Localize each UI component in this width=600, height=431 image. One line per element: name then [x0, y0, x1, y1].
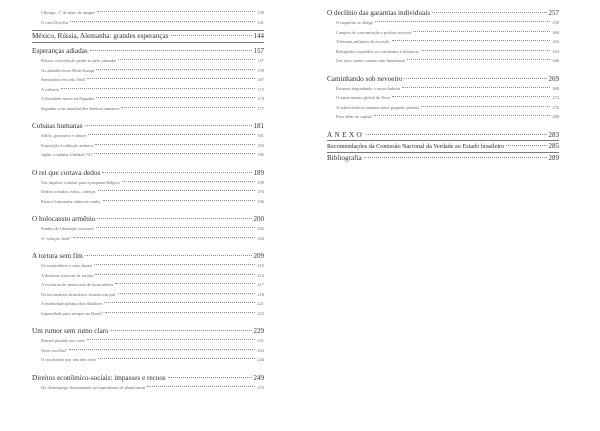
page-number: 204 [257, 235, 264, 241]
toc-section [32, 214, 264, 243]
dot-leader [121, 107, 255, 108]
toc-chapter [32, 31, 264, 41]
toc-chapter [327, 8, 559, 18]
page-number: 185 [257, 152, 264, 157]
toc-subentry [32, 234, 264, 244]
dot-leader [402, 87, 551, 88]
dot-leader [374, 115, 551, 116]
dot-leader [392, 96, 550, 97]
right-page [327, 8, 559, 166]
dot-leader [407, 59, 551, 60]
dot-leader [115, 283, 255, 284]
entry-title: Japão: a infame Unidade 731 [41, 152, 93, 157]
page-number: 141 [257, 19, 264, 25]
dot-leader [95, 274, 255, 275]
dot-leader [97, 218, 251, 219]
toc-section [32, 46, 264, 113]
toc-subentry [327, 47, 559, 57]
toc-subentry [32, 66, 264, 76]
toc-recommendations [327, 141, 559, 152]
dot-leader [94, 153, 255, 154]
toc-subentry [32, 8, 264, 18]
toc-subentry [32, 141, 264, 151]
toc-subentry [32, 280, 264, 290]
dot-leader [87, 339, 255, 340]
dot-leader [118, 59, 255, 60]
toc-subentry [32, 383, 264, 393]
dot-leader [413, 31, 550, 32]
toc-subentry [32, 150, 264, 160]
entry-title: Sonhos de libertação nacional [41, 226, 94, 231]
page-number: 231 [257, 338, 264, 343]
page-number: 210 [257, 263, 264, 268]
page-number: 157 [253, 47, 264, 55]
chapter-title: O rei que cortava dedos [32, 168, 101, 177]
dot-leader [97, 11, 255, 12]
dot-leader [73, 237, 255, 238]
toc-subentry [32, 56, 264, 66]
dot-leader [90, 50, 252, 51]
dot-leader [96, 97, 255, 98]
entry-title: A doutrina francesa de tortura [41, 272, 94, 278]
toc-subentry [32, 309, 264, 319]
entry-title: Um novo nome comum anti-humanista [336, 58, 405, 63]
dot-leader [375, 21, 551, 22]
page-number: 272 [552, 95, 559, 100]
entry-title: Dedos cortados, mãos, cabeças [41, 189, 96, 194]
entry-title: Tribunais militares de exceção [336, 39, 390, 44]
page-number: 181 [253, 122, 264, 130]
chapter-title: México, Rússia, Alemanha: grandes esperanças [32, 32, 169, 40]
dot-leader [70, 21, 255, 22]
dot-leader [105, 312, 255, 313]
dot-leader [147, 386, 255, 387]
entry-title: A colheita [41, 86, 59, 92]
toc-subentry [32, 75, 264, 85]
toc-subentry [32, 290, 264, 300]
toc-chapter [32, 326, 264, 336]
page-number: 172 [257, 86, 264, 92]
page-number: 225 [257, 310, 264, 316]
page-number: 196 [257, 198, 264, 204]
page-number: 260 [552, 29, 559, 35]
entry-title: Sífilis, gonorreia e câncer [41, 133, 87, 138]
page-number: 280 [552, 114, 559, 119]
page-number: 193 [257, 189, 264, 194]
toc-anexo [327, 130, 559, 140]
dot-leader [111, 330, 252, 331]
chapter-title: Um rumor sem rumo claro [32, 327, 109, 335]
toc-section [32, 31, 264, 43]
dot-leader [421, 106, 550, 107]
toc-bibliography [327, 153, 559, 163]
dot-leader [122, 181, 256, 182]
page-number: 200 [253, 215, 264, 223]
entry-title: O socialismo que não deu certo [41, 357, 97, 362]
toc-subentry [327, 18, 559, 28]
toc-section [32, 251, 264, 318]
page-number: 167 [257, 77, 264, 82]
entry-title: Campos de concentração e prisões secretas [336, 29, 412, 35]
toc-subentry [32, 18, 264, 28]
page-number: 217 [257, 282, 264, 287]
toc-subentry [327, 28, 559, 38]
entry-title: O aquecimento global da Terra [336, 95, 391, 100]
entry-title: A sobrevivência humana neste pequeno planeta [336, 104, 420, 110]
toc-section [32, 121, 264, 160]
toc-section [32, 326, 264, 365]
dot-leader [103, 200, 256, 201]
page-number: 257 [548, 9, 559, 17]
chapter-title: Esperanças adiadas [32, 47, 88, 55]
toc-subentry [327, 112, 559, 122]
entry-title: Nova escolha? [41, 347, 67, 353]
entry-title: Para além do capital [336, 114, 372, 119]
toc-chapter [32, 46, 264, 56]
dot-leader [69, 349, 256, 350]
entry-title: Semeadura em solo fértil [41, 77, 86, 82]
chapter-title: Caminhando sob nevoeiro [327, 74, 403, 83]
page-number: 189 [253, 168, 264, 177]
entry-title: Segunda crise mundial dos direitos humanos [41, 105, 120, 111]
entry-title: A “solução final” [41, 235, 72, 241]
page-number: 253 [257, 384, 264, 390]
toc-section [32, 373, 264, 393]
chapter-title: O holocausto armênio [32, 215, 96, 223]
toc-subentry [32, 197, 264, 207]
page-number: 266 [552, 58, 559, 63]
toc-chapter [32, 121, 264, 131]
page-number: 139 [257, 10, 264, 15]
entry-title: Recomendações da Comissão Nacional da Verdade ao Estado brasileiro [327, 142, 505, 150]
toc-subentry [32, 224, 264, 234]
entry-title: Exposição à radiação atômica [41, 142, 94, 148]
toc-section-top [32, 8, 264, 27]
dot-leader [98, 190, 256, 191]
entry-title: Estamos degradando o nosso habitat [336, 85, 400, 91]
entry-title: Patrice Lumumba tinha um sonho [41, 198, 101, 204]
dot-leader [98, 358, 255, 359]
dot-leader [104, 302, 255, 303]
toc-subentry [32, 346, 264, 356]
toc-subentry [327, 103, 559, 113]
dot-leader [95, 144, 255, 145]
dot-leader [506, 145, 546, 146]
chapter-title: A tortura sem fim [32, 252, 83, 260]
toc-tail [327, 130, 559, 163]
toc-subentry [32, 187, 264, 197]
page-number: 244 [257, 357, 264, 362]
entry-title: O inquérito se alarga [336, 20, 373, 25]
dot-leader [364, 157, 547, 158]
entry-title: Do desemprego disseminado ao capitalismo de plataformas [41, 384, 146, 390]
toc-subentry [32, 85, 264, 95]
toc-subentry [327, 84, 559, 94]
chapter-title: O declínio das garantias individuais [327, 9, 430, 17]
entry-title: ANEXO [327, 130, 365, 139]
toc-section [327, 74, 559, 122]
toc-subentry [32, 94, 264, 104]
page-number: 214 [257, 272, 264, 278]
toc-chapter [32, 373, 264, 383]
entry-title: A intimidade política dos ditadores [41, 301, 103, 306]
dot-leader [85, 255, 252, 256]
dot-leader [421, 50, 551, 51]
entry-title: Os alemães leem Mein Kampf [41, 67, 95, 73]
entry-title: O caso Dreyfus [41, 19, 69, 25]
entry-title: Um império colonial para a pequena Bélgica [41, 179, 120, 185]
toc-section [32, 168, 264, 207]
entry-title: A liberdade morre na Espanha [41, 96, 95, 101]
toc-chapter [32, 168, 264, 178]
toc-subentry [327, 56, 559, 66]
toc-section [327, 8, 559, 66]
entry-title: Bibliografia [327, 153, 362, 162]
dot-leader [96, 227, 256, 228]
page-number: 157 [257, 58, 264, 63]
page-number: 263 [552, 39, 559, 44]
toc-subentry [32, 131, 264, 141]
entry-title: Os torcionários brasileiros ficaram em paz [41, 291, 116, 297]
page-number: 190 [257, 179, 264, 185]
page-number: 269 [552, 85, 559, 91]
chapter-title: Direitos econômico-sociais: impasses e recuos [32, 373, 166, 382]
toc-chapter [327, 74, 559, 84]
page-number: 229 [253, 327, 264, 335]
page-number: 264 [552, 48, 559, 54]
toc-subentry [327, 37, 559, 47]
toc-chapter [32, 251, 264, 261]
dot-leader [96, 69, 255, 70]
dot-leader [404, 78, 546, 79]
page-number: 285 [548, 141, 559, 150]
page-number: 209 [253, 252, 264, 260]
entry-title: A escola norte-americana de torturadores [41, 282, 114, 287]
page-number: 174 [257, 96, 264, 101]
toc-subentry [32, 178, 264, 188]
dot-leader [118, 293, 256, 294]
page-number: 183 [257, 142, 264, 148]
toc-subentry [327, 93, 559, 103]
page-number: 289 [548, 153, 559, 162]
page-number: 218 [257, 291, 264, 297]
dot-leader [366, 134, 546, 135]
chapter-title: Cobaias humanas [32, 122, 83, 130]
page-number: 181 [257, 133, 264, 138]
dot-leader [168, 377, 252, 378]
left-page [32, 8, 264, 400]
page-number: 276 [552, 104, 559, 110]
dot-leader [61, 88, 255, 89]
dot-leader [102, 172, 251, 173]
dot-leader [94, 264, 255, 265]
entry-title: Chicago, 1º de maio de sangue [41, 10, 96, 15]
toc-subentry [32, 355, 264, 365]
dot-leader [392, 40, 551, 41]
dot-leader [432, 12, 547, 13]
toc-subentry [32, 336, 264, 346]
dot-leader [85, 125, 252, 126]
page-number: 177 [257, 105, 264, 111]
page-number: 144 [253, 32, 264, 40]
toc-subentry [32, 104, 264, 114]
dot-leader [87, 78, 255, 79]
toc-subentry [32, 299, 264, 309]
page-number: 269 [548, 74, 559, 83]
page-number: 249 [253, 373, 264, 382]
entry-title: Refugiados repelidos ou confinados à distância [336, 48, 419, 54]
toc-subentry [32, 271, 264, 281]
entry-title: Impunidade para sempre no Brasil? [41, 310, 104, 316]
page-number: 258 [552, 20, 559, 25]
page-number: 233 [257, 347, 264, 353]
page-number: 202 [257, 226, 264, 231]
dot-leader [171, 35, 252, 36]
entry-title: Retrato pintado em cores [41, 338, 86, 343]
entry-title: Rússia: a revolução perde-se pelo caminho [41, 58, 117, 63]
toc-chapter [32, 214, 264, 224]
entry-title: Os torturadores e seus alunos [41, 263, 93, 268]
section-divider [32, 42, 264, 43]
page-number: 159 [257, 67, 264, 73]
dot-leader [88, 134, 255, 135]
page-number: 283 [548, 130, 559, 139]
toc-subentry [32, 261, 264, 271]
page-number: 221 [257, 301, 264, 306]
